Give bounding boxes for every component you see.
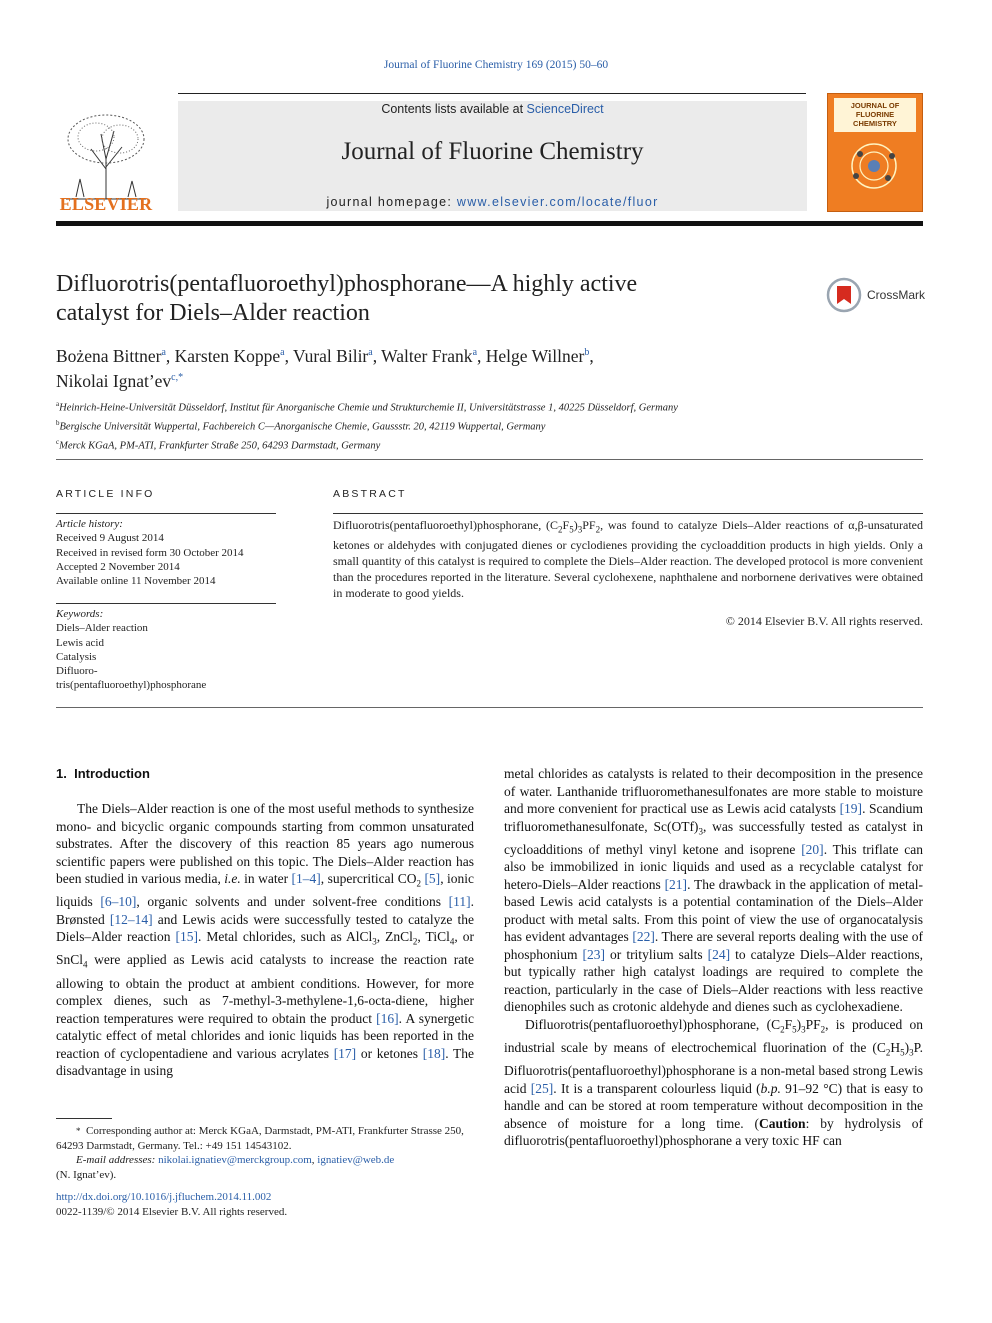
crossmark-icon [826,277,862,313]
citation-link[interactable]: [17] [333,1045,357,1061]
journal-cover-thumbnail[interactable] [827,93,923,212]
abstract-label: ABSTRACT [333,488,407,500]
author[interactable]: Helge Willner$^b$ [485,345,590,366]
keywords: Keywords: Diels–Alder reaction Lewis acid Catalysis Difluoro- tris(pentafluoroethyl)phosphorane [56,607,286,693]
author[interactable]: Karsten Koppe$^a$ [174,345,285,366]
keyword[interactable]: Difluoro- [56,665,98,678]
keywords-rule [56,603,276,604]
homepage-link[interactable]: www.elsevier.com/locate/fluor [456,195,659,209]
crossmark-label: CrossMark [867,288,926,302]
citation-link[interactable]: [12–14] [109,911,153,927]
doi-link[interactable]: http://dx.doi.org/10.1016/j.jfluchem.2014.11.002 [56,1191,272,1203]
header-rule [178,93,806,94]
cover-title: JOURNAL OF FLUORINE CHEMISTRY [834,98,916,132]
elsevier-wordmark: ELSEVIER [59,194,153,214]
citation-link[interactable]: [19] [839,801,863,816]
citation-link[interactable]: [22] [632,929,655,945]
author-list: Bożena Bittner$^a$, Karsten Koppe$^a$, Vural Bilir$^a$, Walter Frank$^a$, Helge Willner$^b$, Nikolai $Ignat’ev^{c,*}$ [56,345,594,391]
abstract-rule [333,513,923,514]
contents-line: Contents lists available at ScienceDirect [381,102,604,116]
article-title: Difluorotris(pentafluoroethyl)phosphorane—A highly active catalyst for Diels–Alder reaction [56,271,638,326]
sciencedirect-link[interactable]: ScienceDirect [526,102,604,116]
affiliation: $^a$Heinrich-Heine-Universität Düsseldorf, Institut für Anorganische Chemie und Strukturchemie II, Universitätstrasse 1, 40225 Düsseldorf, Germany [56,400,678,414]
section-heading-introduction: 1. Introduction [56,766,150,781]
citation-link[interactable]: [18] [422,1045,446,1061]
abstract-divider [56,707,923,708]
keyword[interactable]: Catalysis [56,650,97,663]
affiliation: $^b$Bergische Universität Wuppertal, Fachbereich C—Anorganische Chemie, Gaussstr. 20, 42119 Wuppertal, Germany [56,419,546,433]
paragraph: Difluorotris(pentafluoroethyl)phosphorane, $(C_2F_5)_3PF_2$, is produced on industrial scale by means of electrochemical fluorination of the $(C_2H_5)_3P$. Difluorotris(pentafluoroethyl)phosphorane is a non-metal based strong Lewis acid [25]. It is a transparent colourless liquid (b.p. 91–92 °C) that is easy to handle and can be stored at room temperature without decomposition in the absence of moisture for a long time. (Caution: by hydrolysis of difluorotris(pentafluoroethyl)phosphorane a very toxic HF can [504,1016,924,1149]
citation-link[interactable]: [6–10] [100,894,137,910]
corresponding-author-note: * Corresponding author at: Merck KGaA, Darmstadt, PM-ATI, Frankfurter Strasse 250, 64293 Darmstadt, Germany. Tel.: +49 151 14543102. [56,1125,464,1152]
citation-link[interactable]: [25] [530,1080,554,1096]
keyword[interactable]: tris(pentafluoroethyl)phosphorane [56,679,207,692]
affiliation: $^c$Merck KGaA, PM-ATI, Frankfurter Straße 250, 64293 Darmstadt, Germany [56,438,381,452]
cover-atom-icon [828,132,923,202]
keyword[interactable]: Lewis acid [56,636,104,649]
abstract-copyright: © 2014 Elsevier B.V. All rights reserved. [725,614,923,628]
citation-link[interactable]: [5] [424,871,441,886]
paragraph: The Diels–Alder reaction is one of the most useful methods to synthesize mono- and bicyclic organic compounds starting from common unsaturated substrates. After the discovery of this reaction 85 years ago numerous scientific papers were published on this topic. The Diels–Alder reaction has been studied in various media, i.e. in water [1–4], supercritical $CO_2$ [5], ionic liquids [6–10], organic solvents and under solvent-free conditions [11]. Brønsted [12–14] and Lewis acids were successfully tested to catalyze the Diels–Alder reaction [15]. Metal chlorides, such as AlCl$_3$, ZnCl$_2$, TiCl$_4$, or SnCl$_4$ were applied as Lewis acid catalysts to increase the reaction rate allowing to obtain the product at ambient conditions. However, for more complex dienes, such as 7-methyl-3-methylene-1,6-octa-diene, higher reaction temperatures were required to obtain the product [16]. A synergetic catalytic effect of metal chlorides and ionic liquids has been reported in the reaction of cyclopentadiene and various acrylates [17] or ketones [18]. The disadvantage in using [56,801,474,1079]
citation-link[interactable]: [1–4] [291,871,321,886]
header-divider [56,221,923,226]
article-history: Article history: Received 9 August 2014 Received in revised form 30 October 2014 Accepted 2 November 2014 Available online 11 November 2014 [56,518,244,588]
affiliation-divider [56,459,923,460]
keyword[interactable]: Diels–Alder reaction [56,622,148,635]
citation-link[interactable]: [15] [175,929,198,945]
issn-line: 0022-1139/© 2014 Elsevier B.V. All rights reserved. [56,1205,288,1218]
abstract-body: Difluorotris(pentafluoroethyl)phosphorane, $(C_2F_5)_3PF_2$, was found to catalyze Diels–Alder reactions of α,β-unsaturated ketones or aldehydes with conjugated dienes or cyclodienes providing the cycloaddition products in high yields. Only a small quantity of this catalyst is required to complete the Diels–Alder reaction. The developed protocol is more convenient than the procedures reported in the literature. Several cyclohexene, naphthalene and norbornene derivatives were obtained in moderate to good yields. [333,518,924,601]
citation-link[interactable]: [16] [376,1010,399,1026]
paragraph: metal chlorides as catalysts is related to their decomposition in the presence of water. Lanthanide trifluoromethanesulfonates are more stable to moisture and more convenient for practical use as Lewis acid catalysts [19]. Scandium trifluoromethanesulfonate, $Sc(OTf)_3$, was successfully tested as catalyst in cycloadditions of methyl vinyl ketone and isoprene [20]. This triflate can also be immobilized in ionic liquids and used as a recyclable catalyst for hetero-Diels–Alder reactions [21]. The drawback in the application of metal-based Lewis acid catalysts is a potential contamination of the Diels–Alder product with metal salts. From this point of view the use of organocatalysis has evident advantages [22]. There are several reports dealing with the use of phosphonium [23] or tritylium salts [24] to catalyze Diels–Alder reactions, but typically rather high catalyst loadings are required to complete the reaction, particularly in the case of Diels–Alder reactions with less reactive dienophiles such as crotonic aldehyde and dienes such as cyclohexadiene. [504,766,924,1015]
citation-link[interactable]: [24] [707,946,731,962]
footnotes: * Corresponding author at: Merck KGaA, Darmstadt, PM-ATI, Frankfurter Strasse 250, 64293 Darmstadt, Germany. Tel.: +49 151 14543102. E-mail addresses: nikolai.ignatiev@merckgroup.com, ignatiev@web.de (N. Ignat’ev). http://dx.doi.org/10.1016/j.jfluchem.2014.11.002 0022-1139/© 2014 Elsevier B.V. All rights reserved. [56,1124,474,1219]
journal-citation[interactable]: Journal of Fluorine Chemistry 169 (2015) 50–60 [383,59,609,71]
article-info-rule [56,513,276,514]
email-link[interactable]: nikolai.ignatiev@merckgroup.com [158,1154,312,1166]
footnote-rule [56,1118,112,1119]
crossmark-badge[interactable] [826,277,936,313]
affiliations [56,397,916,454]
author[interactable]: Bożena Bittner$^a$ [56,345,166,366]
citation-link[interactable]: [11] [448,894,471,910]
body-column-left [56,800,474,1080]
author[interactable]: Vural Bilir$^a$ [293,345,373,366]
article-info-label: ARTICLE INFO [56,488,155,500]
author[interactable]: Walter Frank$^a$ [381,345,478,366]
journal-homepage: journal homepage: www.elsevier.com/locate/fluor [326,195,659,209]
author[interactable]: Nikolai $Ignat’ev^{c,*}$ [56,370,184,391]
journal-title: Journal of Fluorine Chemistry [341,138,644,165]
citation-link[interactable]: [23] [582,946,606,962]
email-note: E-mail addresses: nikolai.ignatiev@merckgroup.com, ignatiev@web.de [76,1154,395,1166]
citation-link[interactable]: [20] [801,841,824,857]
body-column-right [504,765,923,1150]
email-link[interactable]: ignatiev@web.de [317,1154,395,1166]
citation-link[interactable]: [21] [664,876,688,892]
